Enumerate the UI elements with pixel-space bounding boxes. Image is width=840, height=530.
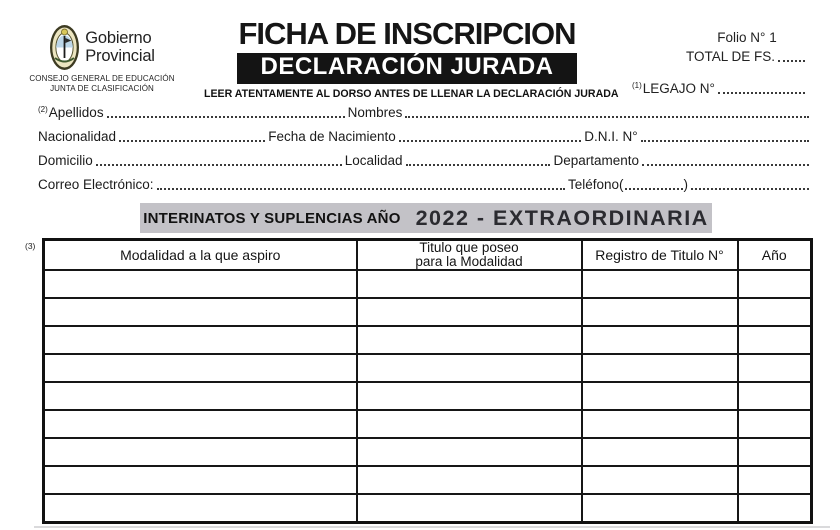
localidad-fill-line[interactable] (406, 162, 551, 166)
table-row (44, 494, 812, 523)
correo-label: Correo Electrónico: (38, 177, 154, 192)
org-name-line1: Gobierno (85, 28, 152, 47)
table-row (44, 438, 812, 466)
org-name (85, 30, 155, 66)
banner-label: INTERINATOS Y SUPLENCIAS AÑO (143, 209, 401, 227)
cell-titulo[interactable] (357, 354, 582, 382)
table-row (44, 382, 812, 410)
table-row (44, 466, 812, 494)
domicilio-label: Domicilio (38, 153, 93, 168)
apellidos-fill-line[interactable] (107, 114, 345, 118)
cell-modalidad[interactable] (44, 298, 357, 326)
legajo-fill-line[interactable] (718, 90, 805, 94)
cell-anio[interactable] (738, 494, 812, 523)
warning-text: LEER ATENTAMENTE AL DORSO ANTES DE LLENAR LA DECLARACIÓN JURADA (204, 88, 619, 100)
telefono-label: Teléfono (567, 177, 619, 192)
cell-anio[interactable] (738, 326, 812, 354)
table-row (44, 298, 812, 326)
cell-registro[interactable] (582, 466, 738, 494)
dni-label: D.N.I. N° (584, 129, 638, 144)
council-line2: JUNTA DE CLASIFICACIÓN (50, 84, 154, 94)
fecha-nacimiento-fill-line[interactable] (399, 138, 581, 142)
table-row (44, 354, 812, 382)
row-apellidos-nombres (38, 103, 812, 120)
page-bottom-scan-line (34, 526, 830, 528)
total-fs-fill-line[interactable] (778, 58, 805, 62)
departamento-fill-line[interactable] (642, 162, 809, 166)
col-header-titulo-line1: Titulo que poseo (419, 240, 519, 255)
col-header-modalidad: Modalidad a la que aspiro (44, 240, 357, 271)
cell-anio[interactable] (738, 270, 812, 298)
cell-titulo[interactable] (357, 326, 582, 354)
cell-modalidad[interactable] (44, 466, 357, 494)
table-footnote-ref: (3) (25, 241, 36, 251)
cell-modalidad[interactable] (44, 438, 357, 466)
apellidos-label: Apellidos (48, 105, 104, 120)
cell-modalidad[interactable] (44, 354, 357, 382)
folio-number: Folio N° 1 (717, 30, 777, 45)
form-title: FICHA DE INSCRIPCION (238, 16, 576, 51)
cell-titulo[interactable] (357, 466, 582, 494)
cell-titulo[interactable] (357, 298, 582, 326)
cell-anio[interactable] (738, 298, 812, 326)
cell-registro[interactable] (582, 326, 738, 354)
legajo-label: LEGAJO N° (642, 81, 715, 96)
cell-modalidad[interactable] (44, 270, 357, 298)
council-line1: CONSEJO GENERAL DE EDUCACIÓN (29, 74, 175, 83)
cell-modalidad[interactable] (44, 382, 357, 410)
provincial-coat-of-arms-icon (49, 24, 80, 71)
cell-anio[interactable] (738, 438, 812, 466)
cell-registro[interactable] (582, 354, 738, 382)
fecha-nacimiento-label: Fecha de Nacimiento (268, 129, 396, 144)
cell-titulo[interactable] (357, 494, 582, 523)
legajo-footnote-ref: (1) (632, 81, 642, 90)
cell-anio[interactable] (738, 354, 812, 382)
correo-fill-line[interactable] (157, 186, 565, 190)
cell-titulo[interactable] (357, 410, 582, 438)
nombres-fill-line[interactable] (405, 114, 809, 118)
table-row (44, 326, 812, 354)
cell-registro[interactable] (582, 382, 738, 410)
campaign-banner (140, 203, 712, 233)
row-nacionalidad-fecha-dni (38, 127, 812, 144)
nombres-label: Nombres (347, 105, 403, 120)
col-header-anio: Año (738, 240, 812, 271)
row-domicilio-localidad-departamento (38, 151, 812, 168)
telefono-paren-close: ) (683, 177, 688, 192)
col-header-titulo-line2: para la Modalidad (415, 254, 523, 270)
cell-registro[interactable] (582, 410, 738, 438)
sworn-declaration-band: DECLARACIÓN JURADA (237, 53, 577, 84)
table-header-row (44, 240, 812, 271)
row-correo-telefono (38, 175, 812, 192)
domicilio-fill-line[interactable] (96, 162, 342, 166)
telefono-area-fill-line[interactable] (625, 186, 683, 190)
banner-year-value: 2022 - EXTRAORDINARIA (415, 205, 709, 230)
cell-anio[interactable] (738, 382, 812, 410)
col-header-titulo (357, 240, 582, 271)
org-name-line2: Provincial (85, 46, 155, 65)
cell-registro[interactable] (582, 270, 738, 298)
telefono-paren-open: ( (619, 177, 624, 192)
cell-anio[interactable] (738, 466, 812, 494)
cell-modalidad[interactable] (44, 494, 357, 523)
cell-titulo[interactable] (357, 438, 582, 466)
cell-modalidad[interactable] (44, 326, 357, 354)
apellidos-footnote-ref: (2) (38, 105, 48, 114)
dni-fill-line[interactable] (641, 138, 809, 142)
title-block (204, 16, 619, 100)
cell-registro[interactable] (582, 494, 738, 523)
folio-block (632, 30, 808, 96)
cell-registro[interactable] (582, 438, 738, 466)
nacionalidad-label: Nacionalidad (38, 129, 117, 144)
cell-titulo[interactable] (357, 382, 582, 410)
localidad-label: Localidad (344, 153, 403, 168)
cell-registro[interactable] (582, 298, 738, 326)
telefono-fill-line[interactable] (691, 186, 809, 190)
total-fs-label: TOTAL DE FS. (686, 49, 776, 64)
table-row (44, 270, 812, 298)
cell-anio[interactable] (738, 410, 812, 438)
nacionalidad-fill-line[interactable] (119, 138, 265, 142)
col-header-registro: Registro de Titulo N° (582, 240, 738, 271)
logo-block (16, 24, 188, 95)
departamento-label: Departamento (553, 153, 640, 168)
table-row (44, 410, 812, 438)
cell-titulo[interactable] (357, 270, 582, 298)
modalities-table (42, 238, 813, 524)
cell-modalidad[interactable] (44, 410, 357, 438)
